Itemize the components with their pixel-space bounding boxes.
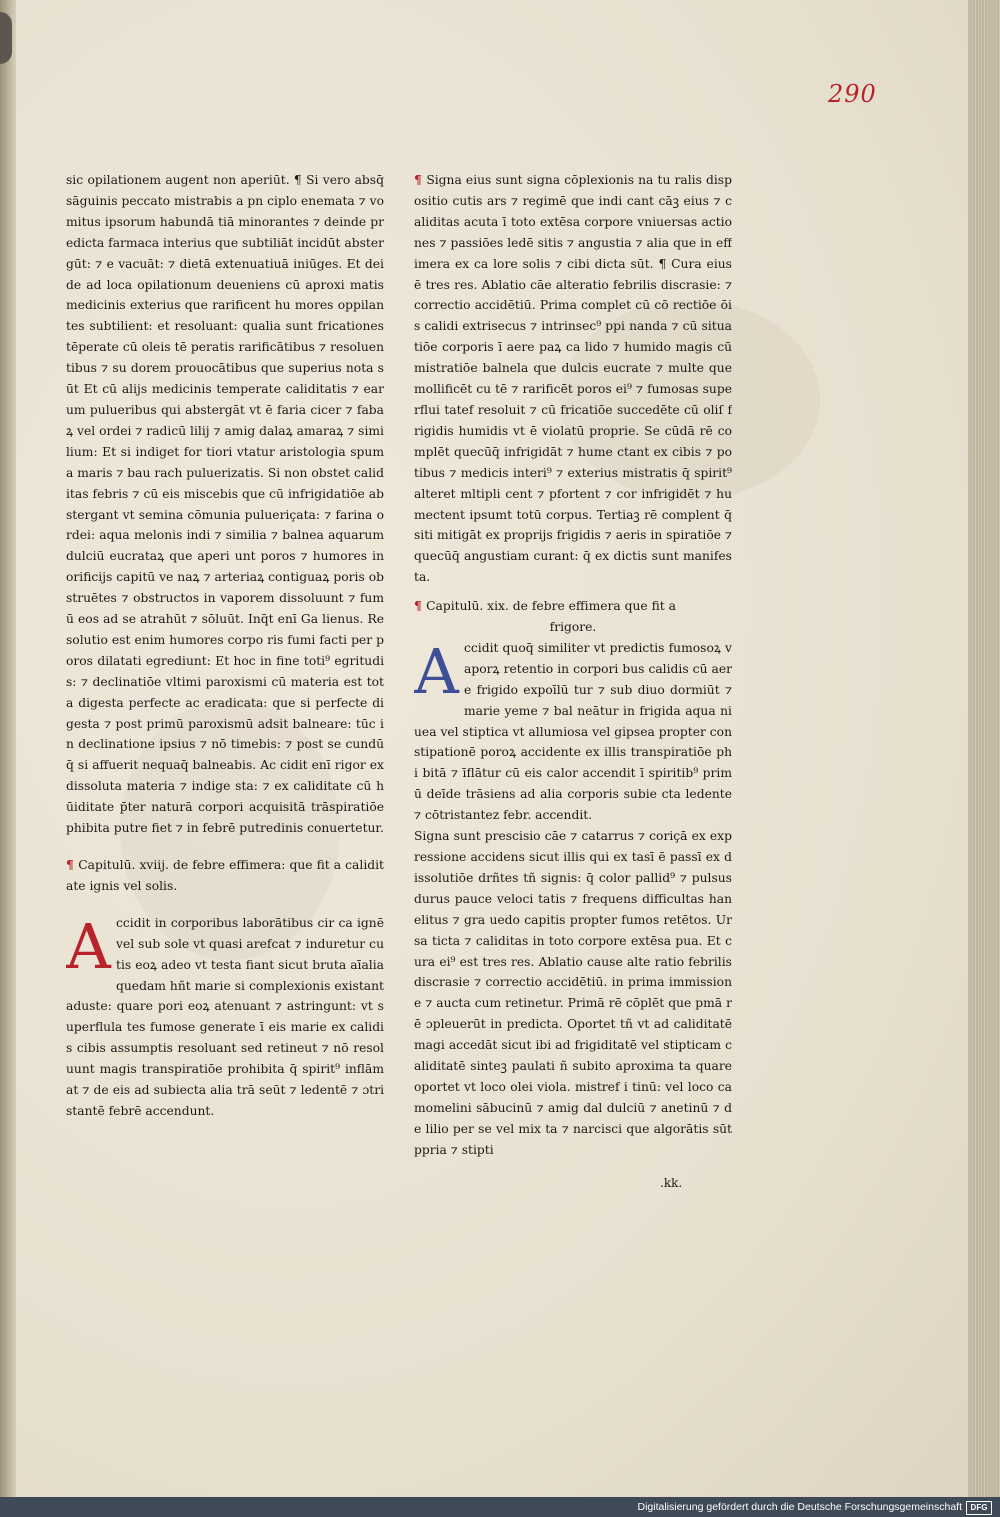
chapter-heading: [414, 596, 732, 617]
paragraph-text: ccidit in corporibus laborātibus cir ca ignē vel sub sole vt quasi arefcat ⁊ induretur cutis eoꝝ adeo vt testa fiant sicut bruta aīalia quedam hñt marie si complexionis existant aduste: quare pori eoꝝ atenuant ⁊ astringunt: vt superflula tes fumose generate ī eis marie ex calidis cibis assumptis resoluant sed retineut ⁊ nō resoluunt magis transpiratiōe prohibita q̄ spirit⁹ inflāmat ⁊ de eis ad subiecta alia trā seūt ⁊ ledentē ⁊ ɔtristantē febrē accendunt.: [66, 915, 384, 1118]
decorated-initial: A: [66, 909, 111, 983]
folio-number: 290: [828, 80, 877, 108]
paragraph: [414, 170, 732, 588]
paragraph-with-initial: [414, 634, 732, 826]
chapter-heading-line2: frigore.: [549, 620, 597, 635]
funding-notice: Digitalisierung gefördert durch die Deutsche Forschungsgemeinschaft: [637, 1501, 962, 1513]
page-fore-edge: [968, 0, 1000, 1497]
chapter-heading: [66, 855, 384, 897]
paragraph-text: Signa eius sunt signa cōplexionis na tu ralis dispositio cutis ars ⁊ regimē que indi cant cāꝫ eius ⁊ caliditas acuta ī toto extēsa corpore vniuersas actiones ⁊ passiōes ledē sitis ⁊ angustia ⁊ alia que in effimera ex ca lore solis ⁊ cibi dicta sūt. ¶ Cura eius ē tres res. Ablatio cāe alteratio febrilis discrasie: ⁊ correctio accidētiū. Prima complet cū cō rectiōe ōis calidi extrisecus ⁊ intrinsec⁹ ppi nanda ⁊ cū situatiōe corporis ī aere paꝝ ca lido ⁊ humido magis cū mistratiōe balnela que dulcis eucrate ⁊ multe que mollificēt cu tē ⁊ rarificēt poros ei⁹ ⁊ fumosas superflui tatef resoluit ⁊ cū fricatiōe succedēte cū oliſ frigidis humidis vt ē violatū proprie. Se cūdā rē complēt quecūq̄ infrigidāt ⁊ hume ctant ex cibis ⁊ potibus ⁊ medicis interi⁹ ⁊ exterius mistratis q̄ spirit⁹ alteret mltipli cent ⁊ pfortent ⁊ cor infrigidēt ⁊ humectent ipsumt totū corpus. Tertiaꝫ rē complent q̄ siti mitigāt ex proprijs frigidis ⁊ aeris in spiratiōe ⁊ quecūq̄ angustiam curant: q̄ ex dictis sunt manifesta.: [414, 173, 732, 585]
chapter-heading-text: Capitulū. xviij. de febre effimera: que fit a caliditate ignis vel solis.: [66, 858, 384, 893]
chapter-heading-text: Capitulū. xix. de febre effimera que fit a: [426, 599, 676, 614]
paragraph: Signa sunt prescisio cāe ⁊ catarrus ⁊ coriçā ex expressione accidens sicut illis qui ex tasī ē passī ex dissolutiōe drñtes tñ signis: q̄ color pallid⁹ ⁊ pulsus durus pauce veloci tatis ⁊ frequens difficultas hanelitus ⁊ gra uedo capitis propter fumos retētos. Ur sa ticta ⁊ caliditas in toto corpore extēsa pua. Et cura ei⁹ est tres res. Ablatio cause alte ratio febrilis discrasie ⁊ correctio accidētiū. in prima immissione ⁊ aucta cum retinetur. Primā rē cōplēt que pmā rē ɔpleuerūt in predicta. Oportet tñ vt ad caliditatē magi accedāt sicut ibi ad frigiditatē vel stipticam caliditatē sinteꝫ paulati ñ subito aproxima ta quare oportet vt loco olei viola. mistref i tinū: vel loco camomelini sābucinū ⁊ amig dal dulciū ⁊ anetinū ⁊ de lilio per se vel mix ta ⁊ narcisci que algorātis sūt ppria ⁊ stipti: [414, 829, 732, 1157]
decorated-initial: A: [414, 634, 459, 708]
left-text-column: [66, 170, 384, 1190]
right-text-column: [414, 170, 732, 1195]
paragraph-text: ccidit quoq̄ similiter vt predictis fumosoꝝ vaporꝝ retentio in corpori bus calidis cū aere frigido expoīlū tur ⁊ sub diuo dormiūt ⁊ marie yeme ⁊ bal neātur in frigida aqua niuea vel stiptica vt allumiosa vel gipsea propter constipationē poroꝝ accidente ex illis transpiratiōe phi bitā ⁊ īflātur cū eis calor accendit ī spiritib⁹ primū deīde trāsiens ad alia corporis subie cta ledente ⁊ cōtristantez febr. accendit.: [414, 640, 732, 823]
paragraph: sic opilationem augent non aperiūt. ¶ Si vero absq̄ sāguinis peccato mistrabis a pn ciplo enemata ⁊ vomitus ipsorum habundā tiā minorantes ⁊ deinde predicta farmaca interius que subtiliāt incidūt abstergūt: ⁊ e vacuāt: ⁊ dietā extenuatiuā iniūges. Et dei de ad loca opilationum deueniens cū aproxi matis medicinis exterius que rarificent hu mores oppilantes subtilient: et resoluant: qualia sunt fricationes tēperate cū oleis tē peratis rarificātibus ⁊ resoluentibus ⁊ su dorem prouocātibus que superius nota sūt Et cū alijs medicinis temperate caliditatis ⁊ earum pulueribus qui abstergāt vt ē faria cicer ⁊ fabaꝝ vel ordei ⁊ radicū lilij ⁊ amig dalaꝝ amaraꝝ ⁊ similium: Et si indiget for tiori vtatur aristologia spuma maris ⁊ bau rach puluerizatis. Si non obstet caliditas febris ⁊ cū eis miscebis que cū infrigidatiōe abstergant vt semina cōmunia pulueriçata: ⁊ farina ordei: aqua melonis indi ⁊ similia ⁊ balnea aquarum dulciū eucrataꝝ que aperi unt poros ⁊ humores in orificijs capitū ve naꝝ ⁊ arteriaꝝ contiguaꝝ poris obstruētes ⁊ obstructos in vaporem dissoluunt ⁊ fumū eos ad se atrahūt ⁊ sōluūt. Inq̄t enī Ga lienus. Resolutio est enim humores corpo ris fumi facti per poros dilatati egrediunt: Et hoc in fine toti⁹ egritudis: ⁊ declinatiōe vltimi paroxismi cū materia est tota digesta perfecte ac eradicata: que si perfecte digesta ⁊ post primū paroxismū adsit balneare: tūc in declinatione ipsius ⁊ nō timebis: ⁊ post se cundū q̄ si affuerit nequaq̄ balneabis. Ac cidit enī rigor ex dissoluta materia ⁊ indige sta: ⁊ ex caliditate cū hūiditate p̄ter naturā corpori acquisitā trāspiratiōe phibita putre fiet ⁊ in febrē putredinis conuertetur.: [66, 173, 384, 836]
dfg-logo-icon: DFG: [966, 1501, 992, 1515]
pilcrow-mark: ¶: [414, 598, 427, 614]
paragraph-with-initial: [66, 909, 384, 1122]
pilcrow-mark: ¶: [414, 172, 427, 187]
footer-bar: [0, 1497, 1000, 1517]
spine-clip: [0, 12, 12, 64]
signature-mark: .kk.: [660, 1176, 683, 1190]
binding-gutter: [0, 0, 16, 1497]
pilcrow-mark: ¶: [66, 857, 79, 872]
